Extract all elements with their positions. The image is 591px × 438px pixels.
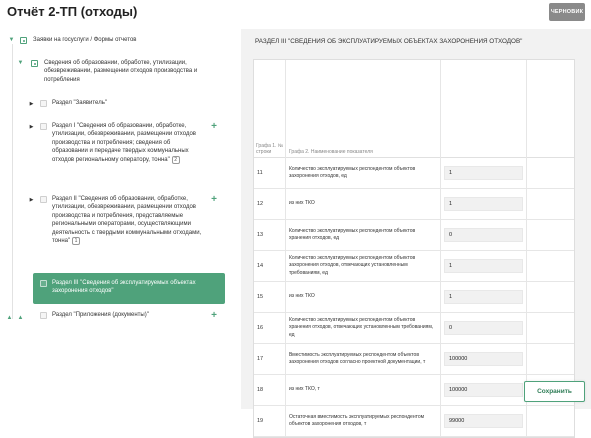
tree-item-checkbox[interactable] [40,196,47,203]
table-header [254,60,574,158]
count-badge: 1 [72,237,80,245]
tree-guide-line [12,44,13,319]
tree-item-section-1[interactable] [52,122,204,164]
column-header-name: Графа 2. Наименование показателя [289,149,373,155]
row-number: 16 [254,313,286,343]
root-checkbox[interactable] [20,37,27,44]
collapse-toggle-icon[interactable]: ▼ [17,60,24,66]
value-input[interactable]: 1 [444,290,523,304]
row-name: Количество эксплуатируемых респондентом объектов хранения отходов, отвечающих установленным требованиям, ед [286,313,441,343]
tree-item-applicant[interactable]: Раздел "Заявитель" [52,100,107,106]
row-number: 15 [254,282,286,312]
page-title: Отчёт 2-ТП (отходы) [7,4,138,19]
section-panel [241,29,591,427]
tree-item-label: Раздел I "Сведения об образовании, обработке, утилизации, обезвреживании, размещении отходов производства и потребления; сведения об образовании и передаче твердых коммунальных отходов региональному оператору, тонна" [52,123,196,163]
value-input[interactable]: 100000 [444,352,523,366]
row-number: 12 [254,189,286,219]
add-icon[interactable]: + [211,194,217,205]
collapse-toggle-icon[interactable]: ▼ [8,37,15,43]
tree-item-checkbox[interactable] [40,312,47,319]
row-name: Количество эксплуатируемых респондентом объектов захоронения отходов, ед [286,158,441,188]
row-name: из них ТКО, т [286,375,441,405]
table-row [254,406,574,437]
value-input[interactable]: 0 [444,321,523,335]
value-input[interactable]: 1 [444,197,523,211]
table-row [254,282,574,313]
report-tree [0,30,236,409]
tree-item-label: Раздел III "Сведения об эксплуатируемых объектах захоронения отходов" [52,280,196,295]
tree-item-attachments[interactable]: Раздел "Приложения (документы)" [52,312,149,318]
row-name: Остаточная вместимость эксплуатируемых респондентом объектов захоронения отходов, т [286,406,441,436]
tree-item-label: Раздел II "Сведения об образовании, обработке, утилизации, обезвреживании, размещении отходов производства и потребления, представляемые региональными операторами, осуществляющими деятельность с твердыми коммунальными отходами, тонна" [52,196,202,245]
tree-item-section-3-active[interactable] [33,273,225,304]
save-button[interactable]: Сохранить [524,381,585,402]
up-arrow-icon[interactable]: ▲ [6,315,13,321]
section-checkbox[interactable] [31,60,38,67]
add-icon[interactable]: + [211,121,217,132]
panel-title: РАЗДЕЛ III "СВЕДЕНИЯ ОБ ЭКСПЛУАТИРУЕМЫХ ОБЪЕКТАХ ЗАХОРОНЕНИЯ ОТХОДОВ" [255,38,523,45]
tree-item-section-2[interactable] [52,195,204,245]
tree-section-label[interactable]: Сведения об образовании, обработке, утилизации, обезвреживании, размещении отходов производства и потребления [44,60,198,83]
tree-root-label[interactable]: Заявки на госуслуги / Формы отчетов [33,37,137,43]
row-name: Вместимость эксплуатируемых респондентом объектов захоронения отходов согласно проектной документации, т [286,344,441,374]
row-name: Количество эксплуатируемых респондентом объектов хранения отходов, ед [286,220,441,250]
value-input[interactable]: 1 [444,166,523,180]
column-header-row-number: Графа 1. № строки [256,143,284,155]
table-row [254,251,574,282]
tree-item-checkbox[interactable] [40,100,47,107]
table-row [254,313,574,344]
expand-toggle-icon[interactable]: ▶ [29,124,34,130]
value-input[interactable]: 0 [444,228,523,242]
row-number: 18 [254,375,286,405]
table-row [254,344,574,375]
expand-toggle-icon[interactable]: ▶ [29,101,34,107]
table-row [254,158,574,189]
row-name: из них ТКО [286,189,441,219]
row-number: 13 [254,220,286,250]
expand-toggle-icon[interactable]: ▶ [29,197,34,203]
value-input[interactable]: 1 [444,259,523,273]
row-number: 11 [254,158,286,188]
row-name: Количество эксплуатируемых респондентом объектов захоронения отходов, отвечающих установленным требованиям, ед [286,251,441,281]
status-badge: ЧЕРНОВИК [549,3,585,21]
row-number: 17 [254,344,286,374]
value-input[interactable]: 100000 [444,383,523,397]
up-arrow-icon[interactable]: ▲ [17,315,24,321]
tree-item-checkbox[interactable] [40,123,47,130]
row-name: из них ТКО [286,282,441,312]
count-badge: 2 [172,156,180,164]
table-row [254,189,574,220]
row-number: 19 [254,406,286,436]
row-number: 14 [254,251,286,281]
value-input[interactable]: 99000 [444,414,523,428]
table-row [254,220,574,251]
add-icon[interactable]: + [211,310,217,321]
tree-item-checkbox[interactable] [40,280,47,287]
